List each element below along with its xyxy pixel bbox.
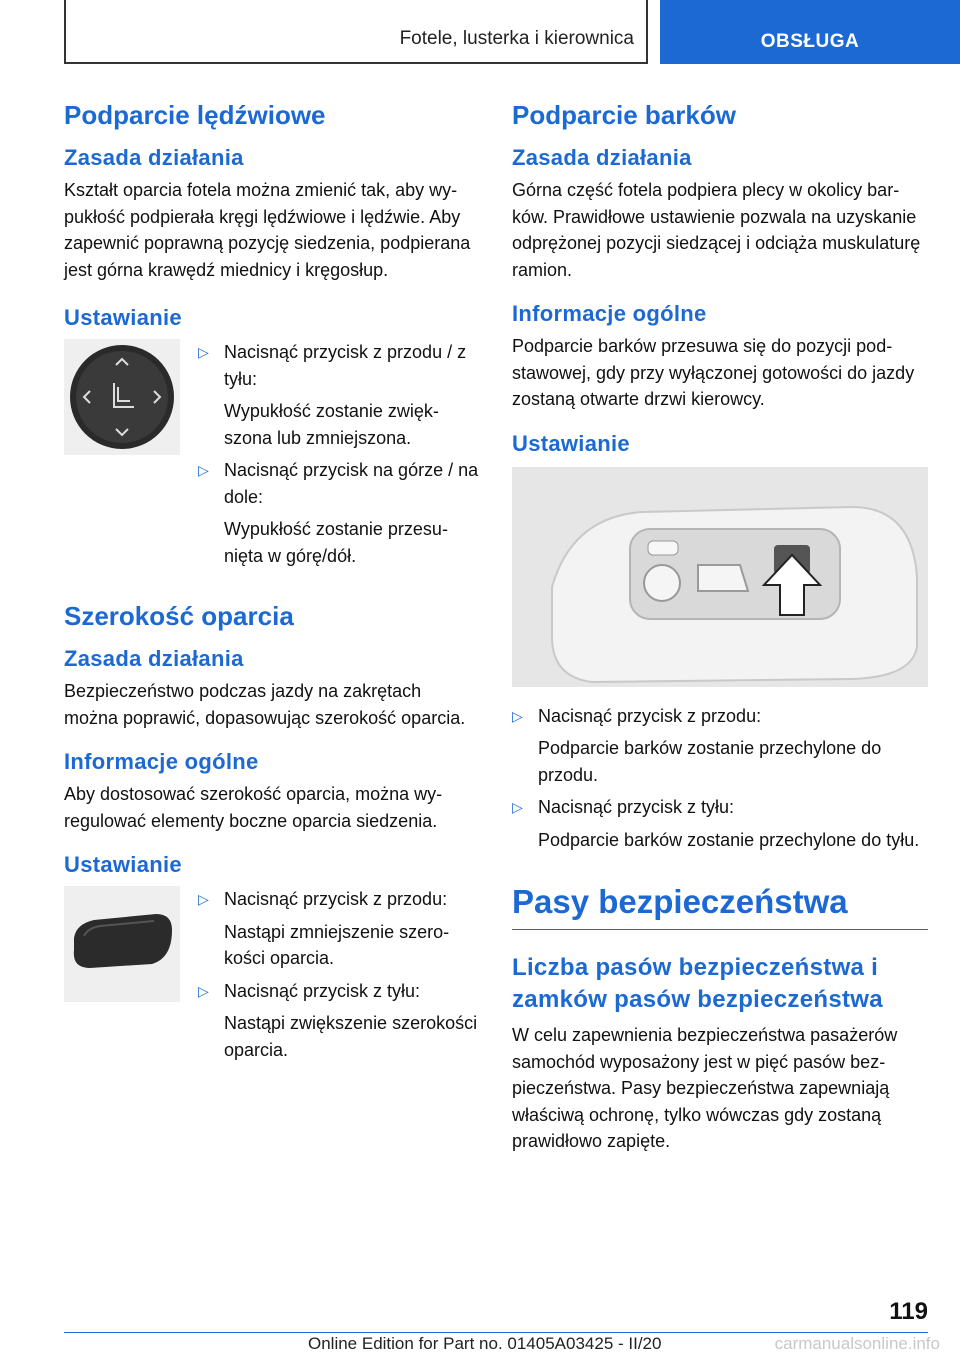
header-box bbox=[64, 0, 648, 64]
step-result: Podparcie barków zostanie przechylone do przodu. bbox=[538, 738, 882, 785]
shoulder-principle-heading: Zasada działania bbox=[512, 145, 692, 170]
seat-controls-image bbox=[512, 467, 928, 687]
watermark: carmanualsonline.info bbox=[774, 1334, 940, 1353]
triangle-right-icon: ▷ bbox=[198, 891, 209, 907]
left-column bbox=[64, 100, 480, 1069]
triangle-right-icon: ▷ bbox=[512, 707, 523, 724]
step-result: Podparcie barków zostanie przechylone do tyłu. bbox=[538, 829, 920, 850]
lumbar-principle-heading: Zasada działania bbox=[64, 145, 244, 170]
triangle-right-icon: ▷ bbox=[512, 799, 523, 815]
seat-panel-illustration bbox=[512, 467, 928, 687]
step-action: Nacisnąć przycisk z przodu: bbox=[224, 889, 448, 909]
step-item bbox=[512, 794, 928, 853]
lumbar-steps-block bbox=[64, 339, 480, 575]
step-action: Nacisnąć przycisk z przodu / z tyłu: bbox=[224, 342, 467, 389]
width-principle-heading: Zasada działania bbox=[64, 646, 244, 671]
width-steps bbox=[198, 886, 480, 1069]
step-item bbox=[198, 339, 480, 451]
triangle-right-icon: ▷ bbox=[198, 462, 209, 478]
triangle-right-icon: ▷ bbox=[198, 982, 209, 999]
shoulder-title: Podparcie barków bbox=[512, 100, 736, 130]
width-control-image bbox=[64, 886, 180, 1002]
step-item bbox=[198, 886, 480, 972]
lumbar-adjust-heading: Ustawianie bbox=[64, 305, 182, 330]
section-tab[interactable]: OBSŁUGA bbox=[660, 0, 960, 64]
lumbar-principle-text: Kształt oparcia fotela można zmienić tak, aby wypukłość podpierała kręgi lędźwiowe i lędźwie. Aby zapewnić poprawną pozycję siedzenia, podpierana jest górna krawędź miednicy i kręgosłup. bbox=[64, 180, 471, 280]
shoulder-principle-text: Górna część fotela podpiera plecy w okolicy barków. Prawidłowe ustawienie pozwala na uzyskanie odprężonej pozycji siedzącej i odciąża muskulaturę ramion. bbox=[512, 180, 921, 280]
width-adjust-heading: Ustawianie bbox=[64, 852, 182, 877]
lumbar-dial-icon bbox=[64, 339, 180, 455]
width-principle-text: Bezpieczeństwo podczas jazdy na zakrętach można poprawić, dopasowując szerokość oparcia. bbox=[64, 681, 466, 728]
step-result: Wypukłość zostanie przesunięta w górę/dół. bbox=[224, 519, 448, 566]
step-action: Nacisnąć przycisk z przodu: bbox=[538, 705, 762, 726]
edition-text: Online Edition for Part no. 01405A03425 - II/20 bbox=[308, 1334, 662, 1353]
right-column bbox=[512, 100, 928, 1163]
shoulder-steps bbox=[512, 703, 928, 854]
width-steps-block bbox=[64, 886, 480, 1069]
step-result: Nastąpi zwiększenie szerokości oparcia. bbox=[224, 1013, 478, 1060]
step-action: Nacisnąć przycisk na górze / na dole: bbox=[224, 460, 479, 507]
width-info-text: Aby dostosować szerokość oparcia, można wyregulować elementy boczne oparcia siedzenia. bbox=[64, 784, 443, 831]
step-item bbox=[512, 703, 928, 789]
shoulder-info-heading: Informacje ogólne bbox=[512, 301, 707, 326]
width-button-icon bbox=[64, 886, 180, 1002]
lumbar-steps bbox=[198, 339, 480, 575]
shoulder-adjust-heading: Ustawianie bbox=[512, 430, 630, 456]
triangle-right-icon: ▷ bbox=[198, 344, 209, 360]
page-number: 119 bbox=[889, 1298, 928, 1325]
step-result: Wypukłość zostanie zwiększona lub zmniejszona. bbox=[224, 401, 439, 448]
step-item bbox=[198, 978, 480, 1064]
footer-divider bbox=[64, 1332, 928, 1333]
step-result: Nastąpi zmniejszenie szerokości oparcia. bbox=[224, 921, 450, 968]
step-item bbox=[198, 457, 480, 569]
width-title: Szerokość oparcia bbox=[64, 601, 294, 631]
chapter-title: Fotele, lusterka i kierownica bbox=[399, 28, 634, 49]
shoulder-info-text: Podparcie barków przesuwa się do pozycji podstawowej, gdy przy wyłączonej gotowości do jazdy zostaną otwarte drzwi kierowcy. bbox=[512, 336, 915, 409]
step-action: Nacisnąć przycisk z tyłu: bbox=[224, 980, 421, 1001]
step-action: Nacisnąć przycisk z tyłu: bbox=[538, 797, 735, 817]
belts-title: Pasy bezpieczeństwa bbox=[512, 883, 928, 930]
lumbar-title: Podparcie lędźwiowe bbox=[64, 100, 326, 130]
belts-text: W celu zapewnienia bezpieczeństwa pasażerów samochód wyposażony jest w pięć pasów bezpieczeństwa. Pasy bezpieczeństwa zapewniają właściwą ochronę, tylko wówczas gdy zostaną prawidłowo zapięte. bbox=[512, 1025, 898, 1151]
belts-subheading: Liczba pasów bezpieczeństwa i zamków pasów bezpieczeństwa bbox=[512, 954, 883, 1013]
width-info-heading: Informacje ogólne bbox=[64, 749, 259, 774]
lumbar-control-image bbox=[64, 339, 180, 455]
